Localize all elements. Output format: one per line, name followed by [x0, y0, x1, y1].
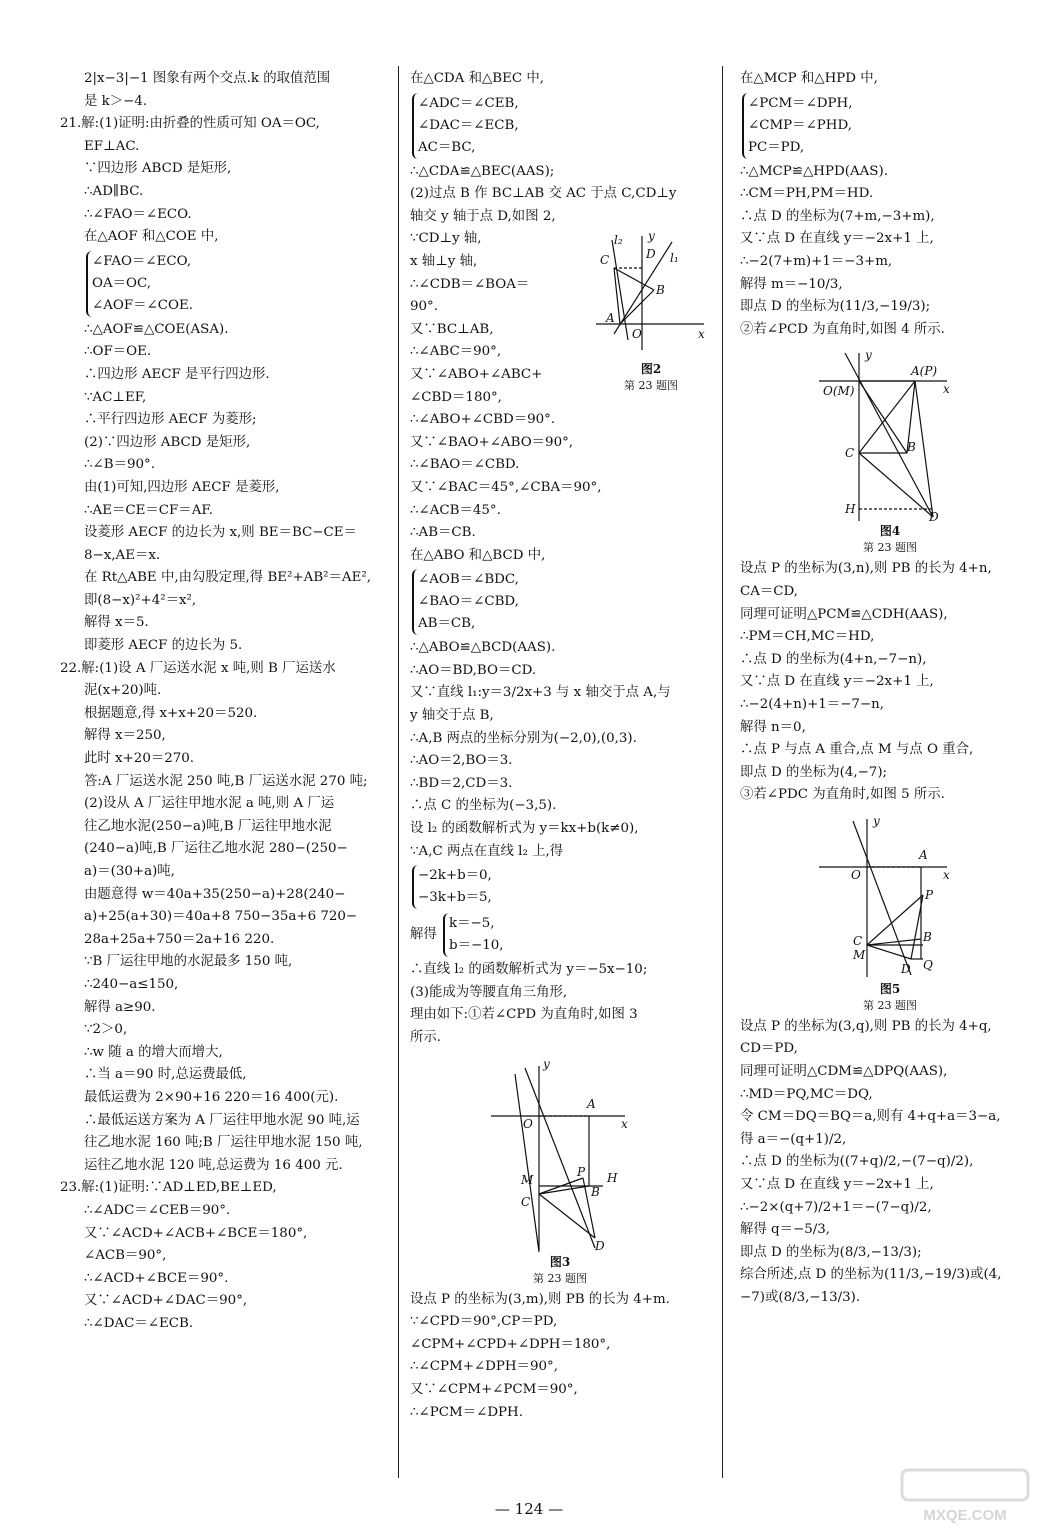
text-line: ∠AOF＝∠COE. [92, 297, 194, 313]
text-line: ∴△AOF≌△COE(ASA). [84, 321, 229, 337]
text-line: −3k+b＝5, [418, 890, 492, 906]
text-line: ∴△MCP≌△HPD(AAS). [740, 163, 888, 179]
text-line: ∴MD＝PQ,MC＝DQ, [740, 1086, 873, 1102]
text-line: 设点 P 的坐标为(3,m),则 PB 的长为 4+m. [410, 1291, 670, 1307]
text-line: ∴点 D 的坐标为(7+m,−3+m), [740, 208, 935, 224]
text-line: a)+25(a+30)＝40a+8 750−35a+6 720− [84, 909, 358, 925]
fig5-label: A [919, 847, 928, 862]
text-line: AC＝BC, [418, 139, 476, 155]
fig4-label: y [865, 348, 872, 363]
figure-4-caption: 第 23 题图 [863, 541, 917, 555]
text-line: ∴点 D 的坐标为((7+q)/2,−(7−q)/2), [740, 1154, 974, 1170]
text-line: ∴w 随 a 的增大而增大, [84, 1044, 223, 1060]
text-line: ∴AB＝CB. [410, 525, 476, 541]
text-line: 同理可证明△PCM≌△CDH(AAS), [740, 606, 948, 622]
figure-3-label: 图3 [549, 1254, 571, 1269]
text-line: ∵A,C 两点在直线 l₂ 上,得 [410, 843, 564, 859]
text-line: ∴∠PCM＝∠DPH. [410, 1404, 523, 1420]
equation-brace [86, 251, 390, 317]
text-line: 又∵∠ACD+∠DAC＝90°, [84, 1293, 248, 1309]
text-line: ∴点 C 的坐标为(−3,5). [410, 798, 557, 814]
figure-3-caption: 第 23 题图 [533, 1271, 587, 1285]
fig3-label: P [577, 1164, 586, 1179]
problem-22-heading: 22.解:(1)设 A 厂运送水泥 x 吨,则 B 厂运送水 [60, 660, 336, 676]
text-line: ∠ACB＝90°, [84, 1248, 167, 1264]
text-line: 又∵∠BAC＝45°,∠CBA＝90°, [410, 479, 602, 495]
text-line: 又∵∠ABO+∠ABC+ [410, 366, 543, 382]
fig2-label: y [648, 229, 655, 244]
text-line: 运往乙地水泥 120 吨,总运费为 16 400 元. [84, 1157, 343, 1173]
text-line: 在△MCP 和△HPD 中, [740, 71, 878, 86]
text-line: ∴最低运送方案为 A 厂运往甲地水泥 90 吨,运 [84, 1112, 360, 1128]
fig3-label: M [521, 1172, 534, 1187]
figure-4-label: 图4 [879, 524, 901, 539]
text-line: 即(8−x)²+4²＝x², [84, 592, 197, 608]
text-line: 解得 q＝−5/3, [740, 1222, 831, 1238]
fig5-label: x [943, 867, 950, 882]
figure-2 [592, 228, 710, 394]
text-line: 又∵∠BAO+∠ABO＝90°, [410, 434, 574, 450]
text-line: 2|x−3|−1 图象有两个交点.k 的取值范围 [84, 71, 331, 86]
text-line: ∠CBD＝180°, [410, 389, 502, 405]
fig2-label: D [646, 247, 656, 262]
text-line: 设 l₂ 的函数解析式为 y＝kx+b(k≠0), [410, 821, 639, 837]
text-line: 设点 P 的坐标为(3,q),则 PB 的长为 4+q, [740, 1018, 992, 1034]
text-line: ∵四边形 ABCD 是矩形, [84, 161, 232, 177]
text-line: ∴240−a≤150, [84, 976, 179, 992]
text-line: ∴平行四边形 AECF 为菱形; [84, 412, 257, 428]
text-line: ∴∠ABC＝90°, [410, 344, 502, 360]
figure-2-label: 图2 [640, 361, 662, 376]
text-line: ∵B 厂运往甲地的水泥最多 150 吨, [84, 954, 293, 970]
fig5-label: D [901, 961, 911, 976]
text-line: (3)能成为等腰直角三角形, [410, 984, 568, 1000]
text-line: ∴∠BAO＝∠CBD. [410, 457, 520, 473]
fig4-label: C [845, 446, 855, 461]
text-line: a)＝(30+a)吨, [84, 864, 175, 879]
text-line: 泥(x+20)吨. [84, 683, 162, 699]
text-line: ∴−2×(q+7)/2+1＝−(7−q)/2, [740, 1199, 932, 1215]
text-line: PC＝PD, [748, 139, 805, 155]
fig5-label: O [851, 867, 861, 882]
text-line: ∠ADC＝∠CEB, [418, 95, 519, 111]
text-line: ∴AO＝2,BO＝3. [410, 753, 513, 769]
fig3-label: x [621, 1116, 628, 1131]
figure-4 [740, 345, 1040, 556]
fig3-label: y [543, 1056, 550, 1071]
text-line: 此时 x+20＝270. [84, 751, 195, 767]
text-line: ∴−2(4+n)+1＝−7−n, [740, 696, 885, 712]
text-line: 解得 [410, 926, 442, 942]
text-line: 又∵∠CPM+∠PCM＝90°, [410, 1381, 578, 1397]
text-line: ∴点 D 的坐标为(4+n,−7−n), [740, 651, 927, 667]
text-line: 又∵点 D 在直线 y＝−2x+1 上, [740, 674, 934, 690]
text-line: 解得 a≥90. [84, 999, 156, 1015]
text-line: ②若∠PCD 为直角时,如图 4 所示. [740, 321, 945, 337]
text-line: ∴∠ACB＝45°. [410, 502, 501, 518]
fig3-label: A [587, 1096, 596, 1111]
text-line: ∠CPM+∠CPD+∠DPH＝180°, [410, 1336, 611, 1352]
text-line: 得 a＝−(q+1)/2, [740, 1131, 847, 1147]
text-line: ∴∠ACD+∠BCE＝90°. [84, 1270, 229, 1286]
text-line: ∴∠ABO+∠CBD＝90°. [410, 412, 556, 428]
text-line: 即点 D 的坐标为(11/3,−19/3); [740, 299, 931, 315]
fig5-label: P [925, 887, 934, 902]
text-line: OA＝OC, [92, 275, 152, 291]
text-line: 又∵直线 l₁:y＝3/2x+3 与 x 轴交于点 A,与 [410, 685, 671, 701]
fig5-label: C [853, 933, 863, 948]
figure-3 [410, 1054, 710, 1287]
text-line: 设菱形 AECF 的边长为 x,则 BE＝BC−CE＝ [84, 525, 357, 541]
fig4-label: H [845, 502, 856, 517]
text-line: ∠CMP＝∠PHD, [748, 117, 852, 133]
fig5-label: y [873, 813, 880, 828]
fig4-label: B [907, 440, 916, 455]
figure-2-diagram [592, 228, 710, 352]
column-divider-2 [722, 66, 723, 1478]
text-line: ∠AOB＝∠BDC, [418, 572, 519, 588]
fig2-label: O [632, 327, 642, 342]
problem-23-heading: 23.解:(1)证明:∵AD⊥ED,BE⊥ED, [60, 1180, 277, 1196]
text-line: (2)过点 B 作 BC⊥AB 交 AC 于点 C,CD⊥y [410, 186, 677, 202]
text-line: ∴△CDA≌△BEC(AAS); [410, 163, 555, 179]
text-line: ∴PM＝CH,MC＝HD, [740, 629, 875, 645]
fig3-label: B [591, 1184, 600, 1199]
text-line: 同理可证明△CDM≌△DPQ(AAS), [740, 1064, 948, 1080]
text-line: (240−a)吨,B 厂运往乙地水泥 280−(250− [84, 841, 348, 857]
text-line: ∴△ABO≌△BCD(AAS). [410, 640, 556, 656]
text-line: ∴AO＝BD,BO＝CD. [410, 662, 537, 678]
text-line: 又∵点 D 在直线 y＝−2x+1 上, [740, 1177, 934, 1193]
text-line: (2)∵四边形 ABCD 是矩形, [84, 434, 251, 450]
text-line: ∴−2(7+m)+1＝−3+m, [740, 253, 893, 269]
fig2-label: x [698, 327, 705, 342]
text-line: ∠PCM＝∠DPH, [748, 95, 853, 111]
text-line: ∴OF＝OE. [84, 344, 152, 360]
column-3 [740, 68, 1040, 1310]
text-line: ∴∠DAC＝∠ECB. [84, 1315, 194, 1331]
text-line: ∠DAC＝∠ECB, [418, 117, 519, 133]
text-line: ∴AE＝CE＝CF＝AF. [84, 502, 213, 518]
text-line: 在 Rt△ABE 中,由勾股定理,得 BE²+AB²＝AE², [84, 570, 371, 586]
equation-brace [412, 569, 710, 635]
column-1 [60, 68, 390, 1335]
equation-brace [412, 865, 710, 909]
text-line: 设点 P 的坐标为(3,n),则 PB 的长为 4+n, [740, 561, 992, 577]
text-line: ∴AD∥BC. [84, 183, 144, 199]
text-line: −7)或(8/3,−13/3). [740, 1290, 861, 1305]
text-line: ∴点 P 与点 A 重合,点 M 与点 O 重合, [740, 742, 974, 758]
fig5-label: B [923, 929, 932, 944]
text-line: −2k+b＝0, [418, 868, 492, 884]
text-line: ∵∠CPD＝90°,CP＝PD, [410, 1314, 558, 1330]
text-line: (2)设从 A 厂运往甲地水泥 a 吨,则 A 厂运 [84, 796, 335, 812]
fig2-label: l₁ [670, 251, 679, 266]
fig3-label: H [607, 1170, 618, 1185]
text-line: ∴CM＝PH,PM＝HD. [740, 186, 874, 202]
text-line: 在△CDA 和△BEC 中, [410, 71, 545, 86]
text-line: 又∵点 D 在直线 y＝−2x+1 上, [740, 231, 934, 247]
text-line: 理由如下:①若∠CPD 为直角时,如图 3 [410, 1007, 638, 1023]
text-line: 90°. [410, 299, 438, 315]
text-line: ∴∠CDB＝∠BOA＝ [410, 276, 530, 292]
text-line: 又∵BC⊥AB, [410, 321, 494, 337]
fig3-label: D [595, 1238, 605, 1253]
fig4-label: O(M) [823, 384, 855, 399]
text-line: 轴交 y 轴于点 D,如图 2, [410, 208, 556, 224]
text-line: ∴∠ADC＝∠CEB＝90°. [84, 1202, 231, 1218]
text-line: 最低运费为 2×90+16 220＝16 400(元). [84, 1089, 339, 1105]
text-line: 所示. [410, 1030, 442, 1045]
fig4-label: x [943, 382, 950, 397]
text-line: 在△ABO 和△BCD 中, [410, 547, 546, 563]
fig2-label: C [600, 253, 610, 268]
text-line: ∠FAO＝∠ECO, [92, 253, 192, 269]
text-line: ∴∠B＝90°. [84, 457, 155, 473]
text-line: ∴A,B 两点的坐标分别为(−2,0),(0,3). [410, 730, 637, 746]
fig5-label: M [853, 947, 866, 962]
figure-5-label: 图5 [879, 981, 901, 996]
text-line: 根据题意,得 x+x+20＝520. [84, 705, 258, 721]
text-line: b＝−10, [449, 938, 504, 954]
text-line: 解得 x＝250, [84, 728, 166, 744]
text-line: 解得 x＝5. [84, 615, 149, 631]
text-line: CA＝CD, [740, 583, 799, 599]
figure-5-caption: 第 23 题图 [863, 998, 917, 1012]
text-line: 又∵∠ACD+∠ACB+∠BCE＝180°, [84, 1225, 308, 1241]
text-line: ∴当 a＝90 时,总运费最低, [84, 1067, 247, 1083]
text-line: 28a+25a+750＝2a+16 220. [84, 931, 275, 947]
figure-5 [740, 811, 1040, 1014]
text-line: ③若∠PDC 为直角时,如图 5 所示. [740, 787, 945, 803]
figure-3-diagram [485, 1054, 635, 1254]
problem-21-heading: 21.解:(1)证明:由折叠的性质可知 OA＝OC, [60, 116, 320, 132]
text-line: 在△AOF 和△COE 中, [84, 229, 219, 245]
text-line: ∴四边形 AECF 是平行四边形. [84, 366, 270, 382]
text-line: 令 CM＝DQ＝BQ＝a,则有 4+q+a＝3−a, [740, 1109, 1001, 1125]
text-line: 解得 n＝0, [740, 719, 806, 735]
fig5-label: Q [923, 957, 933, 972]
text-line: 是 k＞−4. [84, 93, 148, 109]
figure-5-diagram [815, 811, 965, 981]
text-line: ∴∠CPM+∠DPH＝90°, [410, 1359, 558, 1375]
text-line: ∴直线 l₂ 的函数解析式为 y＝−5x−10; [410, 962, 648, 978]
figure-2-caption: 第 23 题图 [624, 378, 678, 392]
column-2 [410, 68, 710, 1424]
equation-brace [443, 913, 503, 957]
text-line: 即点 D 的坐标为(4,−7); [740, 764, 888, 780]
figure-4-diagram [815, 345, 965, 523]
text-line: 解得 m＝−10/3, [740, 276, 843, 292]
equation-brace [412, 93, 710, 159]
text-line: ∠BAO＝∠CBD, [418, 594, 519, 610]
text-line: x 轴⊥y 轴, [410, 253, 478, 269]
text-line: ∴BD＝2,CD＝3. [410, 775, 513, 791]
text-line: ∵2＞0, [84, 1022, 128, 1038]
page-number: — 124 — [494, 1500, 564, 1518]
text-line: k＝−5, [449, 916, 495, 932]
fig4-label: D [929, 510, 939, 524]
text-line: 答:A 厂运送水泥 250 吨,B 厂运送水泥 270 吨; [84, 773, 368, 789]
watermark-text: MXQE.COM [923, 1507, 1007, 1524]
text-line: 即点 D 的坐标为(8/3,−13/3); [740, 1244, 922, 1260]
text-line: 由(1)可知,四边形 AECF 是菱形, [84, 479, 280, 495]
fig3-label: O [523, 1116, 533, 1131]
fig2-label: B [656, 283, 665, 298]
equation-brace [742, 93, 1040, 159]
solution-block [410, 911, 710, 959]
fig2-label: l₂ [614, 233, 623, 248]
text-line: 由题意得 w＝40a+35(250−a)+28(240− [84, 886, 346, 902]
text-line: ∵CD⊥y 轴, [410, 231, 482, 247]
fig3-label: C [521, 1194, 531, 1209]
text-line: 往乙地水泥(250−a)吨,B 厂运往甲地水泥 [84, 818, 332, 834]
fig4-label: A(P) [911, 364, 938, 379]
watermark-logo [900, 1468, 1030, 1526]
text-line: CD＝PD, [740, 1041, 798, 1057]
text-line: 综合所述,点 D 的坐标为(11/3,−19/3)或(4, [740, 1267, 1002, 1283]
text-line: 即菱形 AECF 的边长为 5. [84, 638, 243, 654]
text-line: ∵AC⊥EF, [84, 389, 147, 405]
text-line: AB＝CB, [418, 616, 476, 632]
column-divider-1 [398, 66, 399, 1478]
text-line: 8−x,AE＝x. [84, 547, 161, 563]
text-line: EF⊥AC. [84, 138, 140, 154]
fig2-label: A [606, 311, 615, 326]
text-line: ∴∠FAO＝∠ECO. [84, 206, 192, 222]
text-line: y 轴交于点 B, [410, 708, 494, 724]
text-line: 往乙地水泥 160 吨;B 厂运往甲地水泥 150 吨, [84, 1135, 363, 1151]
